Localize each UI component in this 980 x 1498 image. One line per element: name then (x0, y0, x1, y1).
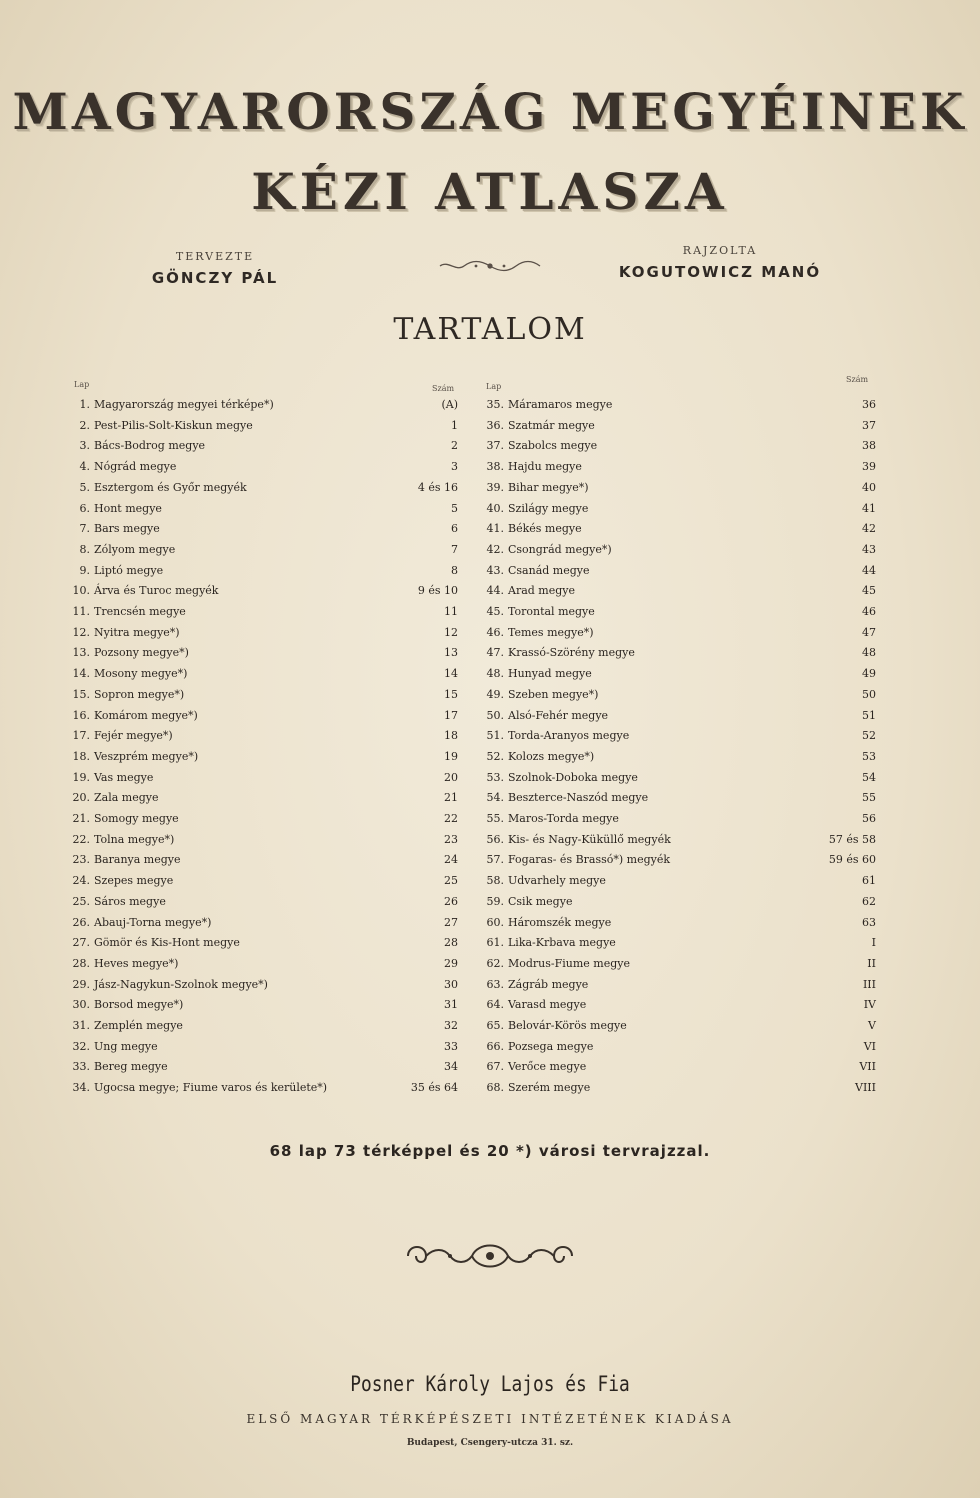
entry-label: Abauj-Torna megye*) (94, 915, 212, 929)
entry-label: Tolna megye*) (94, 832, 175, 846)
entry-page: 26 (444, 894, 458, 908)
contents-entry (66, 833, 458, 853)
entry-page: 5 (451, 501, 458, 515)
entry-page: 28 (444, 936, 458, 950)
entry-label: Zólyom megye (94, 542, 176, 556)
entry-page: 12 (444, 625, 458, 639)
right-header-szam: Szám (846, 375, 869, 384)
credit-cartographer-name: KOGUTOWICZ MANÓ (618, 263, 822, 281)
entry-number: 6. (79, 501, 90, 515)
entry-number: 31. (72, 1019, 90, 1032)
left-header-szam: Szám (432, 384, 455, 393)
entry-label: Varasd megye (508, 998, 587, 1012)
entry-page: VII (859, 1060, 876, 1074)
entry-label: Máramaros megye (508, 398, 613, 411)
entry-number: 25. (72, 894, 90, 908)
entry-label: Krassó-Szörény megye (508, 646, 635, 660)
contents-entry (480, 1040, 876, 1060)
contents-entry (66, 584, 458, 604)
entry-label: Gömör és Kis-Hont megye (94, 936, 240, 950)
contents-entry (66, 895, 458, 915)
title-line-1: MAGYARORSZÁG MEGYÉINEK (12, 82, 968, 141)
contents-entry (66, 398, 458, 418)
title-line-2: KÉZI ATLASZA (251, 162, 729, 221)
entry-number: 60. (486, 915, 504, 929)
entry-label: Torda-Aranyos megye (508, 729, 630, 743)
entry-label: Pest-Pilis-Solt-Kiskun megye (94, 418, 253, 432)
entry-page: 39 (862, 460, 876, 474)
entry-number: 20. (72, 791, 90, 805)
contents-entry (66, 481, 458, 501)
contents-entry (480, 584, 876, 604)
entry-label: Csanád megye (508, 563, 590, 577)
entry-number: 14. (72, 667, 90, 681)
entry-number: 47. (486, 646, 504, 660)
entry-page: II (867, 956, 876, 970)
entry-page: 13 (444, 646, 458, 660)
publisher-address: Budapest, Csengery-utcza 31. sz. (406, 1438, 574, 1448)
entry-label: Szilágy megye (508, 501, 589, 515)
entry-number: 36. (486, 418, 504, 432)
entry-page: 3 (451, 460, 458, 474)
entry-page: 14 (444, 667, 458, 681)
contents-entry (66, 667, 458, 687)
right-header-lap: Lap (486, 382, 502, 391)
entry-number: 28. (72, 956, 90, 970)
entry-label: Szepes megye (94, 874, 174, 888)
entry-page: 22 (444, 812, 458, 825)
entry-number: 12. (72, 625, 90, 639)
entry-page: III (862, 977, 876, 991)
entry-number: 17. (72, 729, 90, 743)
entry-number: 38. (486, 460, 504, 474)
entry-label: Szabolcs megye (508, 439, 598, 453)
entry-page: 6 (451, 522, 458, 536)
entry-page: 30 (444, 977, 458, 991)
credit-designer-name: GÖNCZY PÁL (151, 269, 279, 287)
entry-page: 42 (862, 522, 876, 536)
entry-label: Liptó megye (94, 563, 164, 577)
contents-entry (480, 522, 876, 542)
contents-entry (66, 998, 458, 1018)
entry-page: 63 (862, 915, 876, 929)
entry-label: Fogaras- és Brassó*) megyék (508, 853, 671, 867)
entry-number: 22. (72, 832, 90, 846)
entry-number: 50. (486, 708, 504, 722)
contents-entry (66, 771, 458, 791)
entry-page: 38 (862, 439, 876, 453)
edition-line: ELSŐ MAGYAR TÉRKÉPÉSZETI INTÉZETÉNEK KIADÁSA (246, 1412, 734, 1426)
entry-page: 20 (444, 770, 458, 784)
entry-number: 41. (486, 522, 504, 536)
contents-entry (480, 791, 876, 811)
entry-page: 57 és 58 (828, 832, 876, 846)
entry-label: Bereg megye (94, 1060, 168, 1074)
entry-number: 13. (72, 646, 90, 660)
entry-label: Magyarország megyei térképe*) (94, 398, 274, 411)
entry-number: 19. (72, 770, 90, 784)
entry-page: V (868, 1019, 876, 1032)
entry-label: Hajdu megye (508, 460, 582, 474)
contents-entry (480, 936, 876, 956)
contents-entry (480, 978, 876, 998)
entry-page: 41 (862, 501, 876, 515)
entry-label: Jász-Nagykun-Szolnok megye*) (94, 977, 268, 991)
entry-page: 18 (444, 729, 458, 743)
entry-number: 33. (72, 1060, 90, 1074)
entry-number: 54. (486, 791, 504, 805)
contents-entry (66, 812, 458, 832)
contents-entry (66, 750, 458, 770)
contents-entry (480, 1060, 876, 1080)
contents-entry (480, 895, 876, 915)
entry-label: Komárom megye*) (94, 708, 198, 722)
contents-entry (480, 1019, 876, 1039)
contents-entry (480, 481, 876, 501)
contents-entry (480, 688, 876, 708)
entry-page: 43 (862, 542, 876, 556)
entry-page: 59 és 60 (828, 853, 876, 867)
entry-page: IV (863, 998, 876, 1012)
contents-entry (66, 791, 458, 811)
contents-entry (66, 522, 458, 542)
entry-page: 40 (862, 480, 876, 494)
entry-number: 1. (79, 398, 90, 411)
entry-label: Bihar megye*) (508, 480, 589, 494)
entry-label: Nógrád megye (94, 460, 177, 474)
entry-label: Ung megye (94, 1039, 158, 1053)
entry-label: Pozsony megye*) (94, 646, 189, 660)
entry-number: 43. (486, 563, 504, 577)
entry-number: 30. (72, 998, 90, 1012)
entry-page: 55 (862, 791, 876, 805)
entry-number: 24. (72, 874, 90, 888)
contents-entry (480, 543, 876, 563)
entry-label: Borsod megye*) (94, 998, 184, 1012)
entry-number: 9. (79, 563, 90, 577)
entry-number: 29. (72, 977, 90, 991)
summary-line: 68 lap 73 térképpel és 20 *) városi tervrajzzal. (269, 1142, 711, 1160)
entry-number: 40. (486, 501, 504, 515)
entry-number: 23. (72, 853, 90, 867)
entry-number: 15. (72, 687, 90, 701)
entry-page: 8 (451, 563, 458, 577)
entry-number: 39. (486, 480, 504, 494)
contents-entry (480, 916, 876, 936)
entry-label: Somogy megye (94, 812, 179, 825)
credit-cartographer (590, 244, 850, 281)
entry-label: Fejér megye*) (94, 729, 173, 743)
entry-number: 8. (79, 542, 90, 556)
entry-label: Verőce megye (508, 1060, 587, 1074)
entry-number: 42. (486, 542, 504, 556)
entry-number: 4. (79, 460, 90, 474)
entry-number: 64. (486, 998, 504, 1012)
contents-entry (480, 502, 876, 522)
contents-entry (66, 564, 458, 584)
entry-number: 49. (486, 687, 504, 701)
entry-label: Lika-Krbava megye (508, 936, 616, 950)
entry-label: Zala megye (94, 791, 159, 805)
entry-number: 45. (486, 605, 504, 618)
entry-label: Szeben megye*) (508, 687, 599, 701)
decorative-ornament-icon (404, 1238, 576, 1274)
contents-entry (480, 646, 876, 666)
entry-number: 37. (486, 439, 504, 453)
entry-label: Veszprém megye*) (94, 749, 199, 763)
contents-entry (480, 750, 876, 770)
entry-number: 34. (72, 1081, 90, 1095)
entry-number: 46. (486, 625, 504, 639)
entry-label: Pozsega megye (508, 1039, 594, 1053)
entry-page: 36 (862, 398, 876, 411)
entry-number: 67. (486, 1060, 504, 1074)
entry-label: Bars megye (94, 522, 160, 536)
contents-entry (480, 439, 876, 459)
entry-number: 56. (486, 832, 504, 846)
contents-entry (66, 543, 458, 563)
entry-number: 5. (79, 480, 90, 494)
contents-entry (66, 874, 458, 894)
entry-page: 19 (444, 749, 458, 763)
entry-label: Sopron megye*) (94, 687, 185, 701)
entry-page: 49 (862, 667, 876, 681)
entry-label: Baranya megye (94, 853, 181, 867)
entry-number: 62. (486, 956, 504, 970)
contents-entry (66, 688, 458, 708)
entry-page: 27 (444, 915, 458, 929)
entry-number: 35. (486, 398, 504, 411)
contents-entry (66, 978, 458, 998)
entry-page: 34 (444, 1060, 458, 1074)
entry-label: Torontal megye (508, 605, 595, 618)
contents-entry (66, 502, 458, 522)
entry-label: Arad megye (508, 584, 576, 598)
entry-page: 35 és 64 (410, 1081, 458, 1095)
entry-label: Kolozs megye*) (508, 749, 595, 763)
entry-label: Hunyad megye (508, 667, 592, 681)
entry-page: 24 (444, 853, 458, 867)
entry-number: 48. (486, 667, 504, 681)
contents-entry (66, 1081, 458, 1101)
credit-designer-role: TERVEZTE (175, 250, 255, 263)
entry-page: 17 (444, 708, 458, 722)
entry-page: 37 (862, 418, 876, 432)
contents-entry (66, 729, 458, 749)
entry-number: 7. (79, 522, 90, 536)
contents-entry (66, 1040, 458, 1060)
entry-label: Szerém megye (508, 1081, 591, 1095)
contents-entry (480, 605, 876, 625)
entry-label: Zágráb megye (508, 977, 589, 991)
entry-page: 2 (451, 439, 458, 453)
entry-page: 53 (862, 749, 876, 763)
contents-entry (66, 439, 458, 459)
publisher-name: Posner Károly Lajos és Fia (350, 1372, 630, 1396)
contents-entry (480, 564, 876, 584)
entry-page: 56 (862, 812, 876, 825)
entry-page: 29 (444, 956, 458, 970)
contents-entry (480, 626, 876, 646)
contents-entry (480, 729, 876, 749)
contents-entry (480, 812, 876, 832)
entry-label: Modrus-Fiume megye (508, 956, 631, 970)
entry-number: 57. (486, 853, 504, 867)
entry-number: 16. (72, 708, 90, 722)
entry-page: 51 (862, 708, 876, 722)
contents-entry (66, 916, 458, 936)
entry-number: 68. (486, 1081, 504, 1095)
entry-number: 18. (72, 749, 90, 763)
entry-page: VI (863, 1039, 876, 1053)
entry-label: Zemplén megye (94, 1019, 183, 1032)
contents-entry (66, 936, 458, 956)
entry-label: Hont megye (94, 501, 162, 515)
entry-label: Beszterce-Naszód megye (508, 791, 649, 805)
entry-number: 58. (486, 874, 504, 888)
entry-page: 45 (862, 584, 876, 598)
entry-page: 31 (444, 998, 458, 1012)
credit-designer (85, 250, 345, 287)
contents-entry (66, 646, 458, 666)
entry-number: 2. (79, 418, 90, 432)
entry-page: I (871, 936, 876, 950)
contents-entry (66, 626, 458, 646)
contents-entry (480, 957, 876, 977)
contents-entry (480, 1081, 876, 1101)
contents-entry (480, 419, 876, 439)
entry-page: VIII (855, 1081, 876, 1095)
entry-number: 61. (486, 936, 504, 950)
left-header-lap: Lap (74, 380, 90, 389)
entry-page: 52 (862, 729, 876, 743)
entry-label: Trencsén megye (94, 605, 186, 618)
entry-page: 1 (451, 418, 458, 432)
entry-number: 63. (486, 977, 504, 991)
entry-label: Belovár-Körös megye (508, 1019, 627, 1032)
entry-label: Árva és Turoc megyék (94, 584, 219, 598)
entry-number: 59. (486, 894, 504, 908)
entry-label: Kis- és Nagy-Küküllő megyék (508, 832, 671, 846)
entry-label: Heves megye*) (94, 956, 179, 970)
contents-entry (480, 874, 876, 894)
entry-page: 47 (862, 625, 876, 639)
credit-cartographer-role: RAJZOLTA (682, 244, 758, 257)
entry-page: 4 és 16 (417, 480, 458, 494)
entry-page: 33 (444, 1039, 458, 1053)
entry-label: Mosony megye*) (94, 667, 188, 681)
entry-label: Háromszék megye (508, 915, 612, 929)
entry-number: 3. (79, 439, 90, 453)
contents-entry (480, 998, 876, 1018)
entry-page: 46 (862, 605, 876, 618)
entry-number: 51. (486, 729, 504, 743)
entry-page: 61 (862, 874, 876, 888)
entry-label: Udvarhely megye (508, 874, 606, 888)
entry-label: Csik megye (508, 894, 573, 908)
entry-number: 21. (72, 812, 90, 825)
contents-entry (66, 605, 458, 625)
entry-page: 48 (862, 646, 876, 660)
entry-page: 23 (444, 832, 458, 846)
entry-label: Szatmár megye (508, 418, 595, 432)
entry-label: Alsó-Fehér megye (508, 708, 609, 722)
entry-page: 9 és 10 (417, 584, 458, 598)
entry-label: Szolnok-Doboka megye (508, 770, 638, 784)
entry-page: (A) (441, 398, 458, 411)
entry-number: 32. (72, 1039, 90, 1053)
entry-number: 10. (72, 584, 90, 598)
entry-page: 62 (862, 894, 876, 908)
contents-entry (480, 833, 876, 853)
contents-entry (66, 419, 458, 439)
contents-entry (480, 709, 876, 729)
entry-number: 26. (72, 915, 90, 929)
entry-label: Vas megye (94, 770, 154, 784)
entry-number: 53. (486, 770, 504, 784)
contents-entry (66, 853, 458, 873)
entry-page: 21 (444, 791, 458, 805)
contents-entry (66, 1060, 458, 1080)
entry-label: Bács-Bodrog megye (94, 439, 206, 453)
contents-entry (66, 1019, 458, 1039)
contents-title: TARTALOM (393, 312, 587, 347)
entry-label: Ugocsa megye; Fiume varos és kerülete*) (94, 1081, 328, 1095)
entry-page: 32 (444, 1019, 458, 1032)
entry-page: 50 (862, 687, 876, 701)
entry-number: 66. (486, 1039, 504, 1053)
contents-entry (480, 460, 876, 480)
entry-label: Esztergom és Győr megyék (94, 480, 247, 494)
contents-entry (66, 709, 458, 729)
entry-label: Nyitra megye*) (94, 625, 180, 639)
contents-entry (480, 853, 876, 873)
entry-number: 52. (486, 749, 504, 763)
entry-label: Békés megye (508, 522, 582, 536)
entry-number: 27. (72, 936, 90, 950)
contents-entry (480, 771, 876, 791)
entry-number: 55. (486, 812, 504, 825)
contents-entry (480, 398, 876, 418)
contents-entry (66, 460, 458, 480)
entry-page: 7 (451, 542, 458, 556)
contents-entry (480, 667, 876, 687)
entry-number: 65. (486, 1019, 504, 1032)
entry-number: 44. (486, 584, 504, 598)
entry-number: 11. (72, 605, 90, 618)
entry-page: 54 (862, 770, 876, 784)
entry-label: Temes megye*) (508, 625, 594, 639)
entry-label: Maros-Torda megye (508, 812, 619, 825)
entry-label: Csongrád megye*) (508, 542, 612, 556)
entry-page: 44 (862, 563, 876, 577)
contents-entry (66, 957, 458, 977)
entry-page: 15 (444, 687, 458, 701)
entry-label: Sáros megye (94, 894, 166, 908)
entry-page: 25 (444, 874, 458, 888)
entry-page: 11 (444, 605, 458, 618)
small-ornament-icon (438, 258, 542, 274)
